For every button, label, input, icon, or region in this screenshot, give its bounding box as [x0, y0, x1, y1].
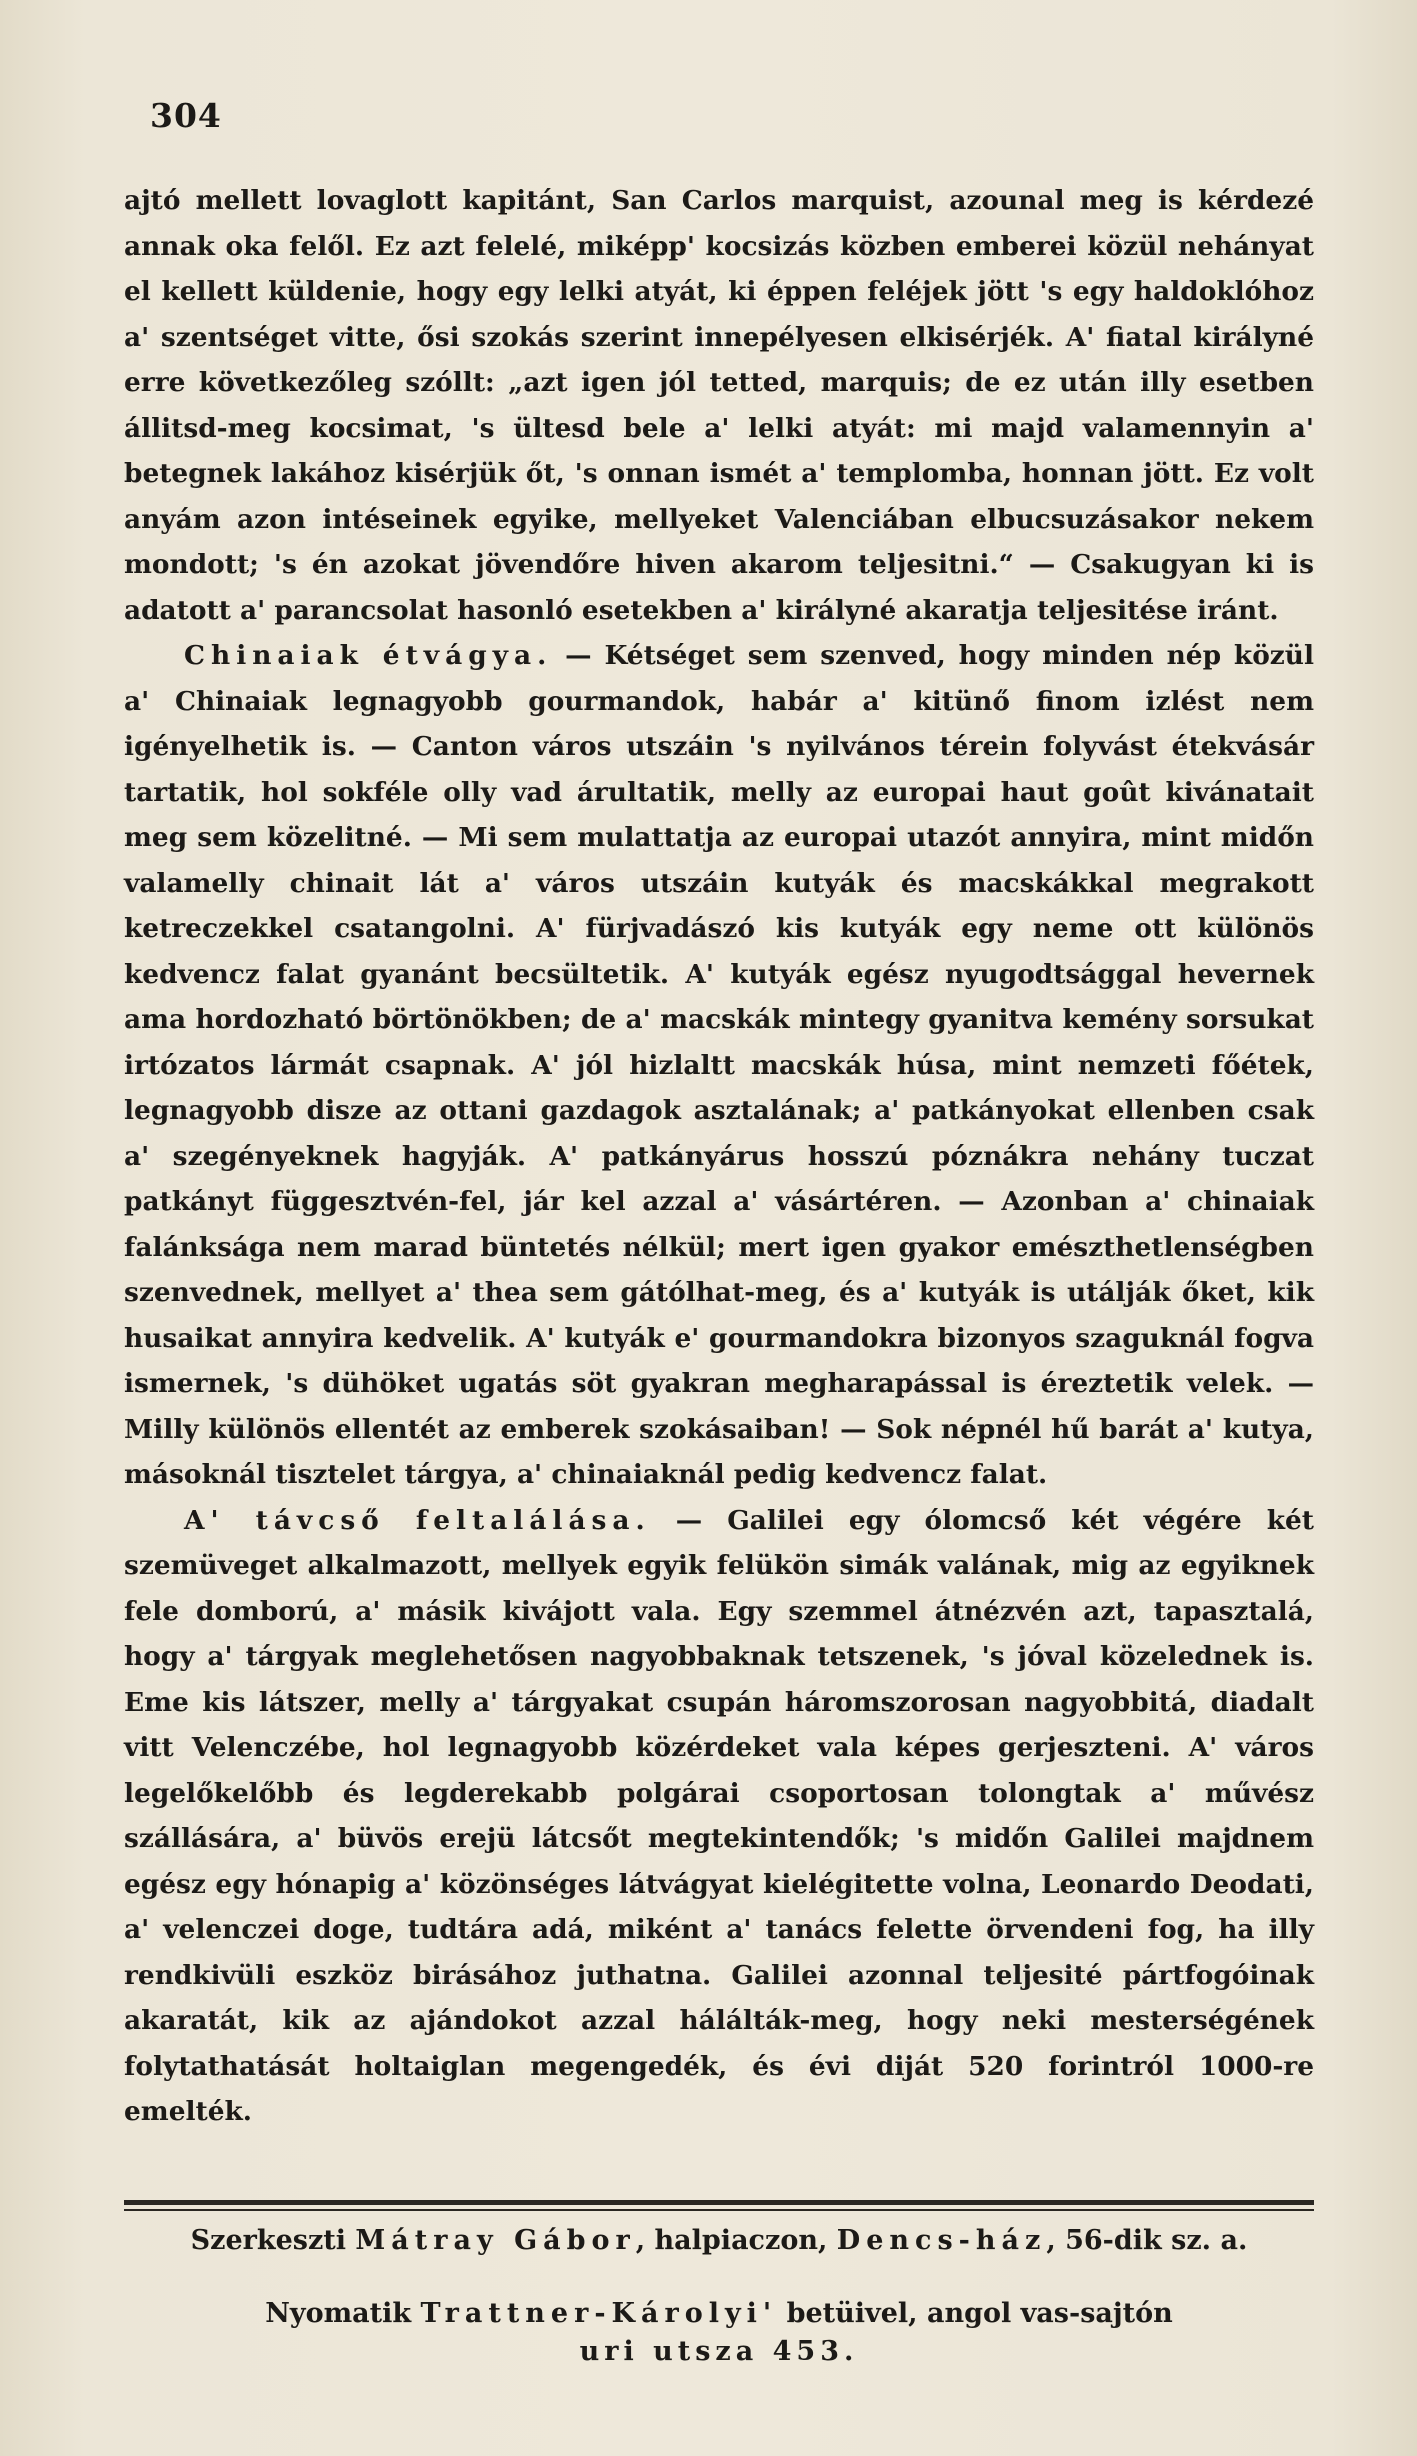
imprint-printer: [124, 2295, 1314, 2371]
section-title-chinese-appetite: Chinaiak étvágya.: [184, 640, 553, 671]
paragraph-queen-anecdote: ajtó mellett lovaglott kapitánt, San Carlos marquist, azounal meg is kérdezé annak oka felől. Ez azt felelé, miképp' kocsizás közben emberei közül nehányat el kellett küldenie, hogy egy lelki atyát, ki éppen feléjek jött 's egy haldoklóhoz a' szentséget vitte, ősi szokás szerint innepélyesen elkisérjék. A' fiatal királyné erre következőleg szóllt: „azt igen jól tetted, marquis; de ez után illy esetben állitsd-meg kocsimat, 's ültesd bele a' lelki atyát: mi majd valamennyin a' betegnek lakához kisérjük őt, 's onnan ismét a' templomba, honnan jött. Ez volt anyám azon intéseinek egyike, mellyeket Valenciában elbucsuzásakor nekem mondott; 's én azokat jövendőre hiven akarom teljesitni.“ — Csakugyan ki is adatott a' parancsolat hasonló esetekben a' királyné akaratja teljesitése iránt.: [124, 185, 1314, 626]
paragraph-telescope: [124, 1498, 1314, 2135]
article-body: [124, 178, 1314, 2135]
editor-prefix: Szerkeszti: [190, 2225, 347, 2256]
printer-address: uri utsza 453.: [579, 2336, 859, 2367]
page-number: 304: [150, 96, 222, 135]
paragraph-chinese-appetite-text: — Kétséget sem szenved, hogy minden nép közül a' Chinaiak legnagyobb gourmandok, habár a' kitünő finom izlést nem igényelhetik is. — Canton város utszáin 's nyilvános térein folyvást étekvásár tartatik, hol sokféle olly vad árultatik, melly az europai haut goût kivánatait meg sem közelitné. — Mi sem mulattatja az europai utazót annyira, mint midőn valamelly chinait lát a' város utszáin kutyák és macskákkal megrakott ketreczekkel csatangolni. A' fürjvadászó kis kutyák egy neme ott különös kedvencz falat gyanánt becsültetik. A' kutyák egész nyugodtsággal hevernek ama hordozható börtönökben; de a' macskák mintegy gyanitva kemény sorsukat irtózatos lármát csapnak. A' jól hizlaltt macskák húsa, mint nemzeti főétek, legnagyobb disze az ottani gazdagok asztalának; a' patkányokat ellenben csak a' szegényeknek hagyják. A' patkányárus hosszú póznákra nehány tuczat patkányt függesztvén-fel, jár kel azzal a' vásártéren. — Azonban a' chinaiak falánksága nem marad büntetés nélkül; mert igen gyakor emészthetlenségben szenvednek, mellyet a' thea sem gátólhat-meg, és a' kutyák is utálják őket, kik husaikat annyira kedvelik. A' kutyák e' gourmandokra bizonyos szaguknál fogva ismernek, 's dühöket ugatás söt gyakran megharapással is éreztetik velek. — Milly különös ellentét az emberek szokásaiban! — Sok népnél hű barát a' kutya, másoknál tisztelet tárgya, a' chinaiaknál pedig kedvencz falat.: [124, 640, 1314, 1490]
editor-number: , 56-dik sz. a.: [1046, 2225, 1248, 2256]
printer-line: [124, 2295, 1314, 2333]
paragraph-chinese-appetite: [124, 633, 1314, 1498]
printer-suffix: betüivel, angol vas-sajtón: [786, 2298, 1173, 2329]
section-title-telescope: A' távcső feltalálása.: [184, 1504, 651, 1536]
printer-name: Trattner-Károlyi': [420, 2298, 778, 2329]
imprint-editor-line: [124, 2225, 1314, 2256]
paragraph-telescope-text: — Galilei egy ólomcső két végére két szemüveget alkalmazott, mellyek egyik felükön simák valának, mig az egyiknek fele domború, a' másik kivájott vala. Egy szemmel átnézvén azt, tapasztalá, hogy a' tárgyak meglehetősen nagyobbaknak tetszenek, 's jóval közelednek is. Eme kis látszer, melly a' tárgyakat csupán háromszorosan nagyobbitá, diadalt vitt Velenczébe, hol legnagyobb közérdeket vala képes gerjeszteni. A' város legelőkelőbb és legderekabb polgárai csoportosan tolongtak a' művész szállására, a' büvös erejü látcsőt megtekintendők; 's midőn Galilei majdnem egész egy hónapig a' közönséges látvágyat kielégitette volna, Leonardo Deodati, a' velenczei doge, tudtára adá, miként a' tanács felette örvendeni fog, ha illy rendkivüli eszköz birásához juthatna. Galilei azonnal teljesité pártfogóinak akaratát, kik az ajándokot azzal hálálták-meg, hogy neki mesterségének folytathatását holtaiglan megengedék, és évi diját 520 forintról 1000-re emelték.: [124, 1504, 1314, 2127]
editor-suffix: , halpiaczon,: [635, 2225, 828, 2256]
double-rule-thin: [124, 2209, 1314, 2211]
editor-house: Dencs-ház: [836, 2225, 1047, 2256]
double-rule-thick: [124, 2200, 1314, 2205]
editor-name: Mátray Gábor: [355, 2225, 636, 2256]
printer-prefix: Nyomatik: [265, 2298, 412, 2329]
